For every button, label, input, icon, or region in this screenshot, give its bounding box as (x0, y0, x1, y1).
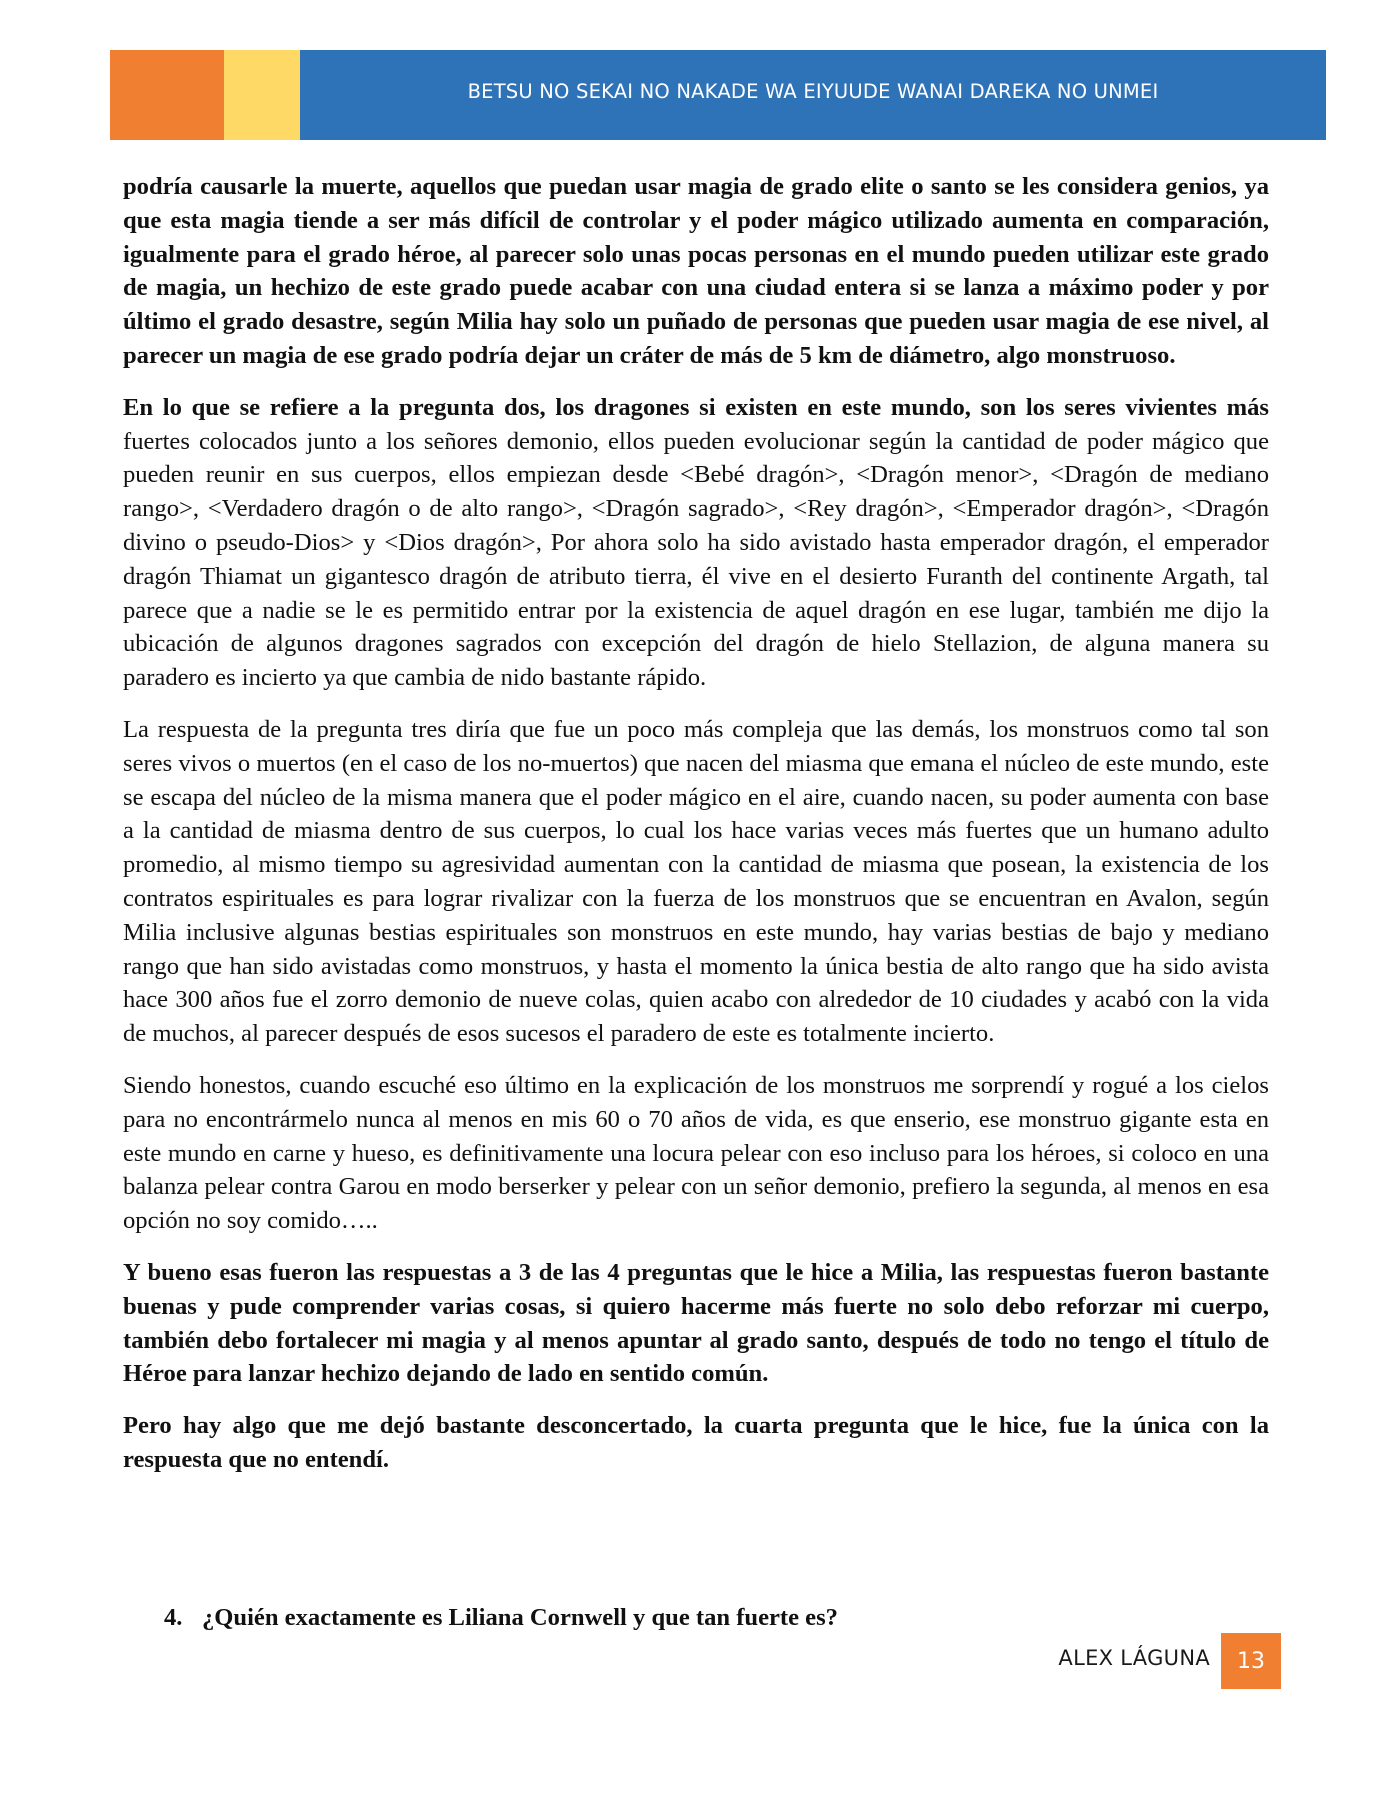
footer-author: ALEX LÁGUNA (1058, 1646, 1210, 1670)
paragraph-2-lead: En lo que se refiere a la pregunta dos, los dragones si existen en este mundo, son los seres vivientes más (123, 393, 1269, 421)
header-orange-block (110, 50, 224, 140)
header-title-bar (300, 50, 1326, 140)
paragraph-1: podría causarle la muerte, aquellos que puedan usar magia de grado elite o santo se les considera genios, ya que esta magia tiende a ser más difícil de controlar y el poder mágico utilizado aumenta en comparación, igualmente para el grado héroe, al parecer solo unas pocas personas en el mundo pueden utilizar este grado de magia, un hechizo de este grado puede acabar con una ciudad entera si se lanza a máximo poder y por último el grado desastre, según Milia hay solo un puñado de personas que pueden usar magia de ese nivel, al parecer un magia de ese grado podría dejar un cráter de más de 5 km de diámetro, algo monstruoso. (123, 173, 1269, 369)
header-title: BETSU NO SEKAI NO NAKADE WA EIYUUDE WANAI DAREKA NO UNMEI (467, 79, 1159, 103)
paragraph-5: Y bueno esas fueron las respuestas a 3 de las 4 preguntas que le hice a Milia, las respuestas fueron bastante buenas y pude comprender varias cosas, si quiero hacerme más fuerte no solo debo reforzar mi cuerpo, también debo fortalecer mi magia y al menos apuntar al grado santo, después de todo no tengo el título de Héroe para lanzar hechizo dejando de lado en sentido común. (123, 1258, 1269, 1388)
list-item-text: ¿Quién exactamente es Liliana Cornwell y que tan fuerte es? (202, 1604, 838, 1631)
paragraph-6: Pero hay algo que me dejó bastante desconcertado, la cuarta pregunta que le hice, fue la única con la respuesta que no entendí. (123, 1412, 1269, 1473)
paragraph-4: Siendo honestos, cuando escuché eso último en la explicación de los monstruos me sorprendí y rogué a los cielos para no encontrármelo nunca al menos en mis 60 o 70 años de vida, es que enserio, ese monstruo gigante esta en este mundo en carne y hueso, es definitivamente una locura pelear con eso incluso para los héroes, si coloco en una balanza pelear contra Garou en modo berserker y pelear con un señor demonio, prefiero la segunda, al menos en esa opción no soy comido….. (123, 1071, 1269, 1235)
numbered-list-item (164, 1601, 838, 1635)
page-header (110, 50, 1326, 140)
body-text (123, 170, 1269, 1495)
paragraph-2-body: fuertes colocados junto a los señores demonio, ellos pueden evolucionar según la cantidad de poder mágico que pueden reunir en sus cuerpos, ellos empiezan desde <Bebé dragón>, <Dragón menor>, <Dragón de mediano rango>, <Verdadero dragón o de alto rango>, <Dragón sagrado>, <Rey dragón>, <Emperador dragón>, <Dragón divino o pseudo-Dios> y <Dios dragón>, Por ahora solo ha sido avistado hasta emperador dragón, el emperador dragón Thiamat un gigantesco dragón de atributo tierra, él vive en el desierto Furanth del continente Argath, tal parece que a nadie se le es permitido entrar por la existencia de aquel dragón en ese lugar, también me dijo la ubicación de algunos dragones sagrados con excepción del dragón de hielo Stellazion, de alguna manera su paradero es incierto ya que cambia de nido bastante rápido. (123, 427, 1269, 692)
page-number-badge: 13 (1221, 1633, 1281, 1689)
paragraph-2 (123, 391, 1269, 695)
paragraph-3: La respuesta de la pregunta tres diría que fue un poco más compleja que las demás, los monstruos como tal son seres vivos o muertos (en el caso de los no-muertos) que nacen del miasma que emana el núcleo de este mundo, este se escapa del núcleo de la misma manera que el poder mágico en el aire, cuando nacen, su poder aumenta con base a la cantidad de miasma dentro de sus cuerpos, lo cual los hace varias veces más fuertes que un humano adulto promedio, al mismo tiempo su agresividad aumentan con la cantidad de miasma que posean, la existencia de los contratos espirituales es para lograr rivalizar con la fuerza de los monstruos que se encuentran en Avalon, según Milia inclusive algunas bestias espirituales son monstruos en este mundo, hay varias bestias de bajo y mediano rango que han sido avistadas como monstruos, y hasta el momento la única bestia de alto rango que ha sido avista hace 300 años fue el zorro demonio de nueve colas, quien acabo con alrededor de 10 ciudades y acabó con la vida de muchos, al parecer después de esos sucesos el paradero de este es totalmente incierto. (123, 715, 1269, 1048)
header-yellow-block (224, 50, 300, 140)
list-item-number: 4. (164, 1604, 183, 1631)
